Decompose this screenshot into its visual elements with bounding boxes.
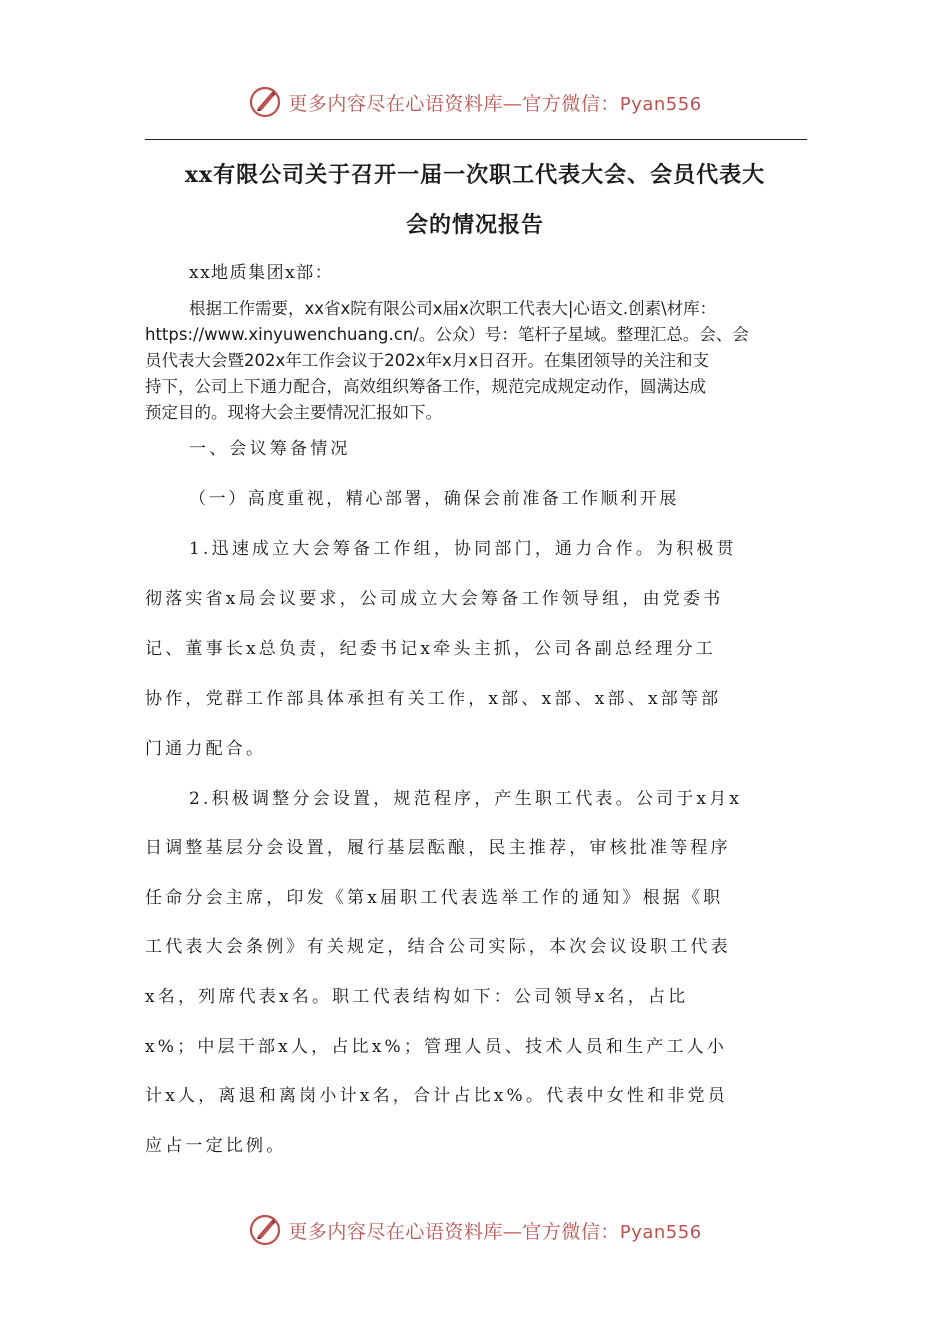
- intro-line-1: 根据工作需要，xx省x院有限公司x届x次职工代表大|心语文.创素\材库：: [189, 299, 717, 318]
- para2-line-8: 应占一定比例。: [145, 1136, 287, 1156]
- section-1-heading: 一、会议筹备情况: [189, 439, 351, 459]
- para2-line-3: 任命分会主席，印发《第x届职工代表选举工作的通知》根据《职: [145, 888, 724, 908]
- para2-line-4: 工代表大会条例》有关规定，结合公司实际，本次会议设职工代表: [145, 937, 731, 957]
- intro-line-5: 预定目的。现将大会主要情况汇报如下。: [145, 403, 442, 422]
- header-banner: [0, 82, 950, 122]
- intro-line-3: 员代表大会暨202x年工作会议于202x年x月x日召开。在集团领导的关注和支: [145, 351, 710, 370]
- para1-line-3: 记、董事长x总负责，纪委书记x牵头主抓，公司各副总经理分工: [145, 639, 716, 659]
- subsection-1-heading: （一）高度重视，精心部署，确保会前准备工作顺利开展: [189, 489, 679, 509]
- para2-line-5: x名，列席代表x名。职工代表结构如下：公司领导x名，占比: [145, 987, 689, 1007]
- intro-line-2: https://www.xinyuwenchuang.cn/。公众）号：笔杆子星域。整理汇总。会、会: [145, 325, 749, 344]
- title-line-1: xx有限公司关于召开一届一次职工代表大会、会员代表大: [184, 162, 766, 188]
- header-divider: [145, 139, 807, 140]
- header-banner-text: 更多内容尽在心语资料库—官方微信：Pyan556: [288, 92, 702, 115]
- para2-line-6: x%；中层干部x人，占比x%；管理人员、技术人员和生产工人小: [145, 1037, 728, 1057]
- document-title: [140, 150, 810, 250]
- para2-line-1: 2.积极调整分会设置，规范程序，产生职工代表。公司于x月x: [189, 789, 743, 809]
- para2-line-2: 日调整基层分会设置，履行基层酝酿，民主推荐，审核批准等程序: [145, 838, 731, 858]
- para1-line-5: 门通力配合。: [145, 739, 267, 759]
- footer-banner: [0, 1210, 950, 1250]
- intro-line-4: 持下，公司上下通力配合，高效组织筹备工作，规范完成规定动作，圆满达成: [145, 377, 706, 396]
- footer-banner-text: 更多内容尽在心语资料库—官方微信：Pyan556: [288, 1220, 702, 1243]
- title-line-2: 会的情况报告: [405, 212, 544, 238]
- para2-line-7: 计x人，离退和离岗小计x名，合计占比x%。代表中女性和非党员: [145, 1086, 728, 1106]
- para1-line-2: 彻落实省x局会议要求，公司成立大会筹备工作领导组，由党委书: [145, 589, 724, 609]
- footer-banner-contact: Pyan556: [619, 1221, 702, 1243]
- pen-logo-icon: [248, 1212, 284, 1248]
- header-banner-contact: Pyan556: [619, 93, 702, 115]
- pen-logo-icon: [248, 84, 284, 120]
- para1-line-4: 协作，党群工作部具体承担有关工作，x部、x部、x部、x部等部: [145, 689, 722, 709]
- addressee: xx地质集团x部：: [189, 263, 334, 283]
- para1-line-1: 1.迅速成立大会筹备工作组，协同部门，通力合作。为积极贯: [189, 539, 737, 559]
